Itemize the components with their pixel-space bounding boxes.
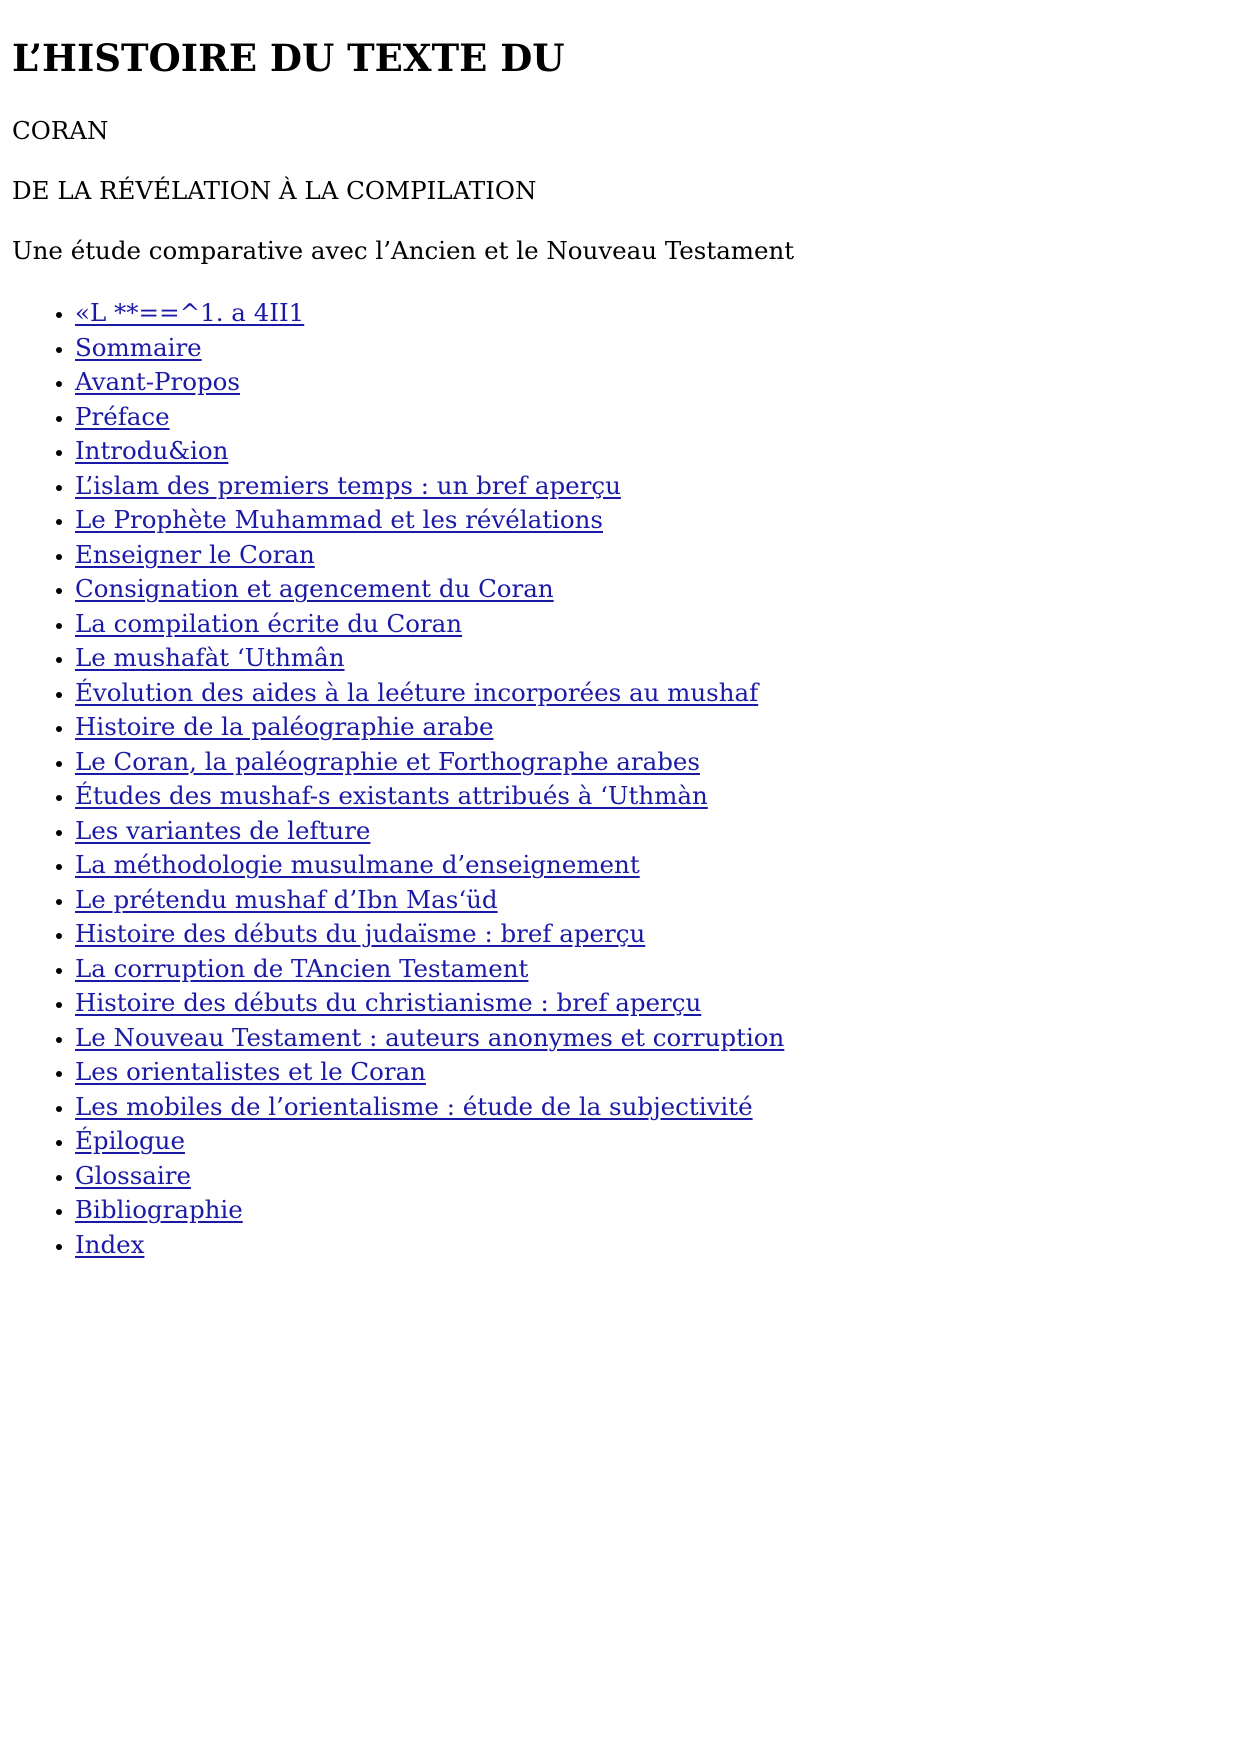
- toc-item: [75, 296, 784, 331]
- toc-link[interactable]: Bibliographie: [75, 1195, 243, 1224]
- toc-link[interactable]: Le Prophète Muhammad et les révélations: [75, 505, 603, 534]
- toc-link[interactable]: Enseigner le Coran: [75, 539, 315, 569]
- toc-item: [75, 986, 784, 1021]
- toc-link[interactable]: Index: [75, 1229, 145, 1259]
- toc-link[interactable]: «L **==^1. a 4II1: [75, 298, 305, 327]
- subtitle-coran: CORAN: [12, 116, 109, 145]
- toc-item: [75, 400, 784, 435]
- subtitle-revelation: DE LA RÉVÉLATION À LA COMPILATION: [12, 176, 537, 205]
- toc-link[interactable]: Études des mushaf-s existants attribués à ‘Uthmàn: [75, 781, 708, 810]
- subtitle-comparative-study: Une étude comparative avec l’Ancien et le Nouveau Testament: [12, 236, 795, 265]
- toc-link[interactable]: La compilation écrite du Coran: [75, 608, 463, 638]
- toc-link[interactable]: Le Coran, la paléographie et Forthographe arabes: [75, 746, 700, 776]
- toc-item: [75, 848, 784, 883]
- toc-link[interactable]: Consignation et agencement du Coran: [75, 574, 554, 603]
- toc-item: [75, 952, 784, 987]
- toc-item: [75, 1021, 784, 1056]
- table-of-contents: [12, 296, 784, 1262]
- toc-item: [75, 607, 784, 642]
- toc-link[interactable]: Le Nouveau Testament : auteurs anonymes et corruption: [75, 1022, 785, 1052]
- toc-link[interactable]: Sommaire: [75, 332, 202, 362]
- toc-item: [75, 814, 784, 849]
- toc-item: [75, 1193, 784, 1228]
- toc-item: [75, 1159, 784, 1194]
- toc-item: [75, 641, 784, 676]
- document-page: [12, 0, 1222, 1259]
- toc-link[interactable]: Les orientalistes et le Coran: [75, 1057, 426, 1086]
- toc-item: [75, 1228, 784, 1263]
- toc-link[interactable]: Épilogue: [75, 1126, 185, 1155]
- toc-link[interactable]: Histoire des débuts du christianisme : bref aperçu: [75, 988, 702, 1017]
- toc-link[interactable]: L’islam des premiers temps : un bref aperçu: [75, 470, 621, 500]
- toc-item: [75, 365, 784, 400]
- toc-link[interactable]: Évolution des aides à la leéture incorporées au mushaf: [75, 677, 759, 707]
- toc-link[interactable]: Les mobiles de l’orientalisme : étude de la subjectivité: [75, 1091, 753, 1121]
- toc-item: [75, 1055, 784, 1090]
- toc-link[interactable]: Les variantes de lefture: [75, 815, 371, 845]
- toc-link[interactable]: La méthodologie musulmane d’enseignement: [75, 850, 640, 879]
- toc-link[interactable]: Le prétendu mushaf d’Ibn Mas‘üd: [75, 884, 498, 914]
- toc-item: [75, 503, 784, 538]
- toc-item: [75, 917, 784, 952]
- toc-item: [75, 676, 784, 711]
- toc-item: [75, 710, 784, 745]
- toc-link[interactable]: Histoire de la paléographie arabe: [75, 712, 494, 741]
- toc-item: [75, 779, 784, 814]
- toc-link[interactable]: Préface: [75, 401, 170, 431]
- document-title: L’HISTOIRE DU TEXTE DU: [12, 36, 565, 80]
- toc-item: [75, 1090, 784, 1125]
- toc-link[interactable]: Le mushafàt ‘Uthmân: [75, 643, 345, 672]
- toc-item: [75, 1124, 784, 1159]
- toc-link[interactable]: Introdu&ion: [75, 436, 229, 465]
- toc-link[interactable]: Histoire des débuts du judaïsme : bref aperçu: [75, 919, 646, 948]
- toc-item: [75, 572, 784, 607]
- toc-item: [75, 745, 784, 780]
- toc-item: [75, 434, 784, 469]
- toc-item: [75, 883, 784, 918]
- toc-link[interactable]: La corruption de TAncien Testament: [75, 953, 529, 983]
- toc-item: [75, 538, 784, 573]
- toc-link[interactable]: Avant-Propos: [75, 367, 241, 396]
- toc-item: [75, 469, 784, 504]
- toc-link[interactable]: Glossaire: [75, 1160, 191, 1190]
- toc-item: [75, 331, 784, 366]
